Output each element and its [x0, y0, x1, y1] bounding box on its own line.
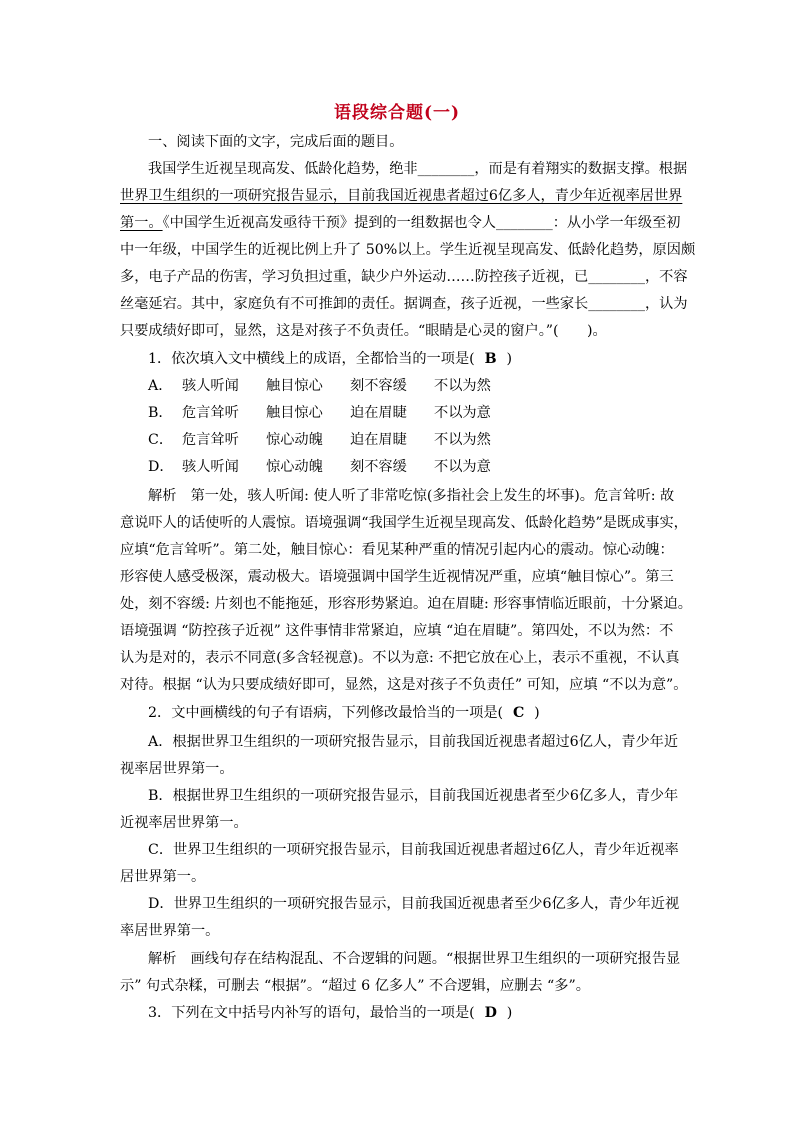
- option-label: A．: [148, 378, 173, 394]
- option-a: [148, 376, 491, 396]
- passage-line: 中一年级，中国学生的近视比例上升了 50%以上。学生近视呈现高发、低龄化趋势，原因颇: [120, 242, 696, 258]
- passage-line: 我国学生近视呈现高发、低龄化趋势，绝非________，而是有着翔实的数据支撑。根据: [148, 161, 688, 177]
- stem-close: ): [506, 351, 513, 367]
- question-1-stem: [148, 349, 512, 369]
- question-2-stem: [148, 703, 540, 723]
- option-idiom: 迫在眉睫: [350, 432, 407, 448]
- passage-line: 多，电子产品的伤害，学习负担过重，缺少户外运动……防控孩子近视，已________，不容: [120, 269, 688, 285]
- option-b: [148, 403, 491, 423]
- passage-line: [120, 213, 680, 233]
- stem-close: ): [534, 705, 540, 721]
- analysis-line: 认为是对的，表示不同意(多含轻视意)。不以为意: 不把它放在心上，表示不重视，不认真: [120, 650, 680, 666]
- option-idiom: 骇人听闻: [182, 459, 239, 475]
- answer-value: C: [512, 705, 525, 721]
- option-b-cont: 近视率居世界第一。: [120, 815, 248, 831]
- stem-close: ): [506, 1005, 513, 1021]
- analysis-line: 应填“危言耸听”。第二处，触目惊心：看见某种严重的情况引起内心的震动。惊心动魄：: [120, 542, 674, 558]
- option-c: C．世界卫生组织的一项研究报告显示，目前我国近视患者超过6亿人，青少年近视率: [148, 842, 679, 858]
- option-idiom: 刻不容缓: [350, 378, 407, 394]
- analysis-line: 形容使人感受极深，震动极大。语境强调中国学生近视情况严重，应填“触目惊心”。第三: [120, 569, 674, 585]
- answer-letter: [503, 705, 534, 721]
- passage-underlined-segment: 第一。: [120, 215, 163, 231]
- question-stem-text: 1．依次填入文中横线上的成语，全都恰当的一项是(: [148, 351, 475, 367]
- option-idiom: 危言耸听: [182, 405, 239, 421]
- analysis-line: 解析 画线句存在结构混乱、不合逻辑的问题。“根据世界卫生组织的一项研究报告显: [148, 951, 681, 967]
- option-b: B．根据世界卫生组织的一项研究报告显示，目前我国近视患者至少6亿多人，青少年: [148, 788, 679, 804]
- option-label: D．: [148, 459, 174, 475]
- option-idiom: 迫在眉睫: [350, 405, 407, 421]
- question-stem-text: 3．下列在文中括号内补写的语句，最恰当的一项是(: [148, 1005, 475, 1021]
- analysis-line: 示” 句式杂糅，可删去 “根据”。“超过 6 亿多人” 不合逻辑，应删去 “多”。: [120, 978, 590, 994]
- option-label: B．: [148, 405, 173, 421]
- option-idiom: 不以为然: [434, 432, 491, 448]
- option-a: A．根据世界卫生组织的一项研究报告显示，目前我国近视患者超过6亿人，青少年近: [148, 734, 679, 750]
- passage-line-underlined: 世界卫生组织的一项研究报告显示，目前我国近视患者超过6亿多人，青少年近视率居世界: [120, 188, 683, 204]
- option-c: [148, 430, 491, 450]
- analysis-line: 语境强调 “防控孩子近视” 这件事情非常紧迫，应填 “迫在眉睫”。第四处，不以为然：不: [120, 623, 674, 639]
- option-d: [148, 457, 491, 477]
- analysis-line: 对待。根据 “认为只要成绩好即可，显然，这是对孩子不负责任” 可知，应填 “不以为意”。: [120, 677, 688, 693]
- answer-value: B: [484, 351, 497, 367]
- option-c-cont: 居世界第一。: [120, 869, 206, 885]
- option-a-cont: 视率居世界第一。: [120, 761, 234, 777]
- option-idiom: 不以为意: [434, 459, 491, 475]
- option-idiom: 不以为然: [434, 378, 491, 394]
- option-label: C．: [148, 432, 174, 448]
- option-d: D．世界卫生组织的一项研究报告显示，目前我国近视患者至少6亿多人，青少年近视: [148, 896, 680, 912]
- page-title: 语段综合题(一): [333, 103, 461, 123]
- passage-line: 只要成绩好即可，显然，这是对孩子不负责任。“眼睛是心灵的窗户。”( )。: [120, 323, 607, 339]
- option-idiom: 刻不容缓: [350, 459, 407, 475]
- section-heading: 一、阅读下面的文字，完成后面的题目。: [148, 134, 404, 150]
- option-idiom: 惊心动魄: [266, 432, 323, 448]
- answer-value: D: [484, 1005, 497, 1021]
- question-3-stem: [148, 1003, 512, 1023]
- analysis-line: 处，刻不容缓: 片刻也不能拖延，形容形势紧迫。迫在眉睫: 形容事情临近眼前，十分紧迫。: [120, 596, 692, 612]
- analysis-line: 意说吓人的话使听的人震惊。语境强调“我国学生近视呈现高发、低龄化趋势”是既成事实，: [120, 515, 688, 531]
- option-idiom: 危言耸听: [182, 432, 239, 448]
- answer-letter: [475, 351, 507, 367]
- analysis-line: 解析 第一处，骇人听闻: 使人听了非常吃惊(多指社会上发生的坏事)。危言耸听: 故: [148, 488, 675, 504]
- option-idiom: 触目惊心: [266, 405, 323, 421]
- question-stem-text: 2．文中画横线的句子有语病，下列修改最恰当的一项是(: [148, 705, 504, 721]
- passage-segment: 《中国学生近视高发亟待干预》提到的一组数据也令人________：从小学一年级至初: [162, 215, 681, 231]
- option-d-cont: 率居世界第一。: [120, 923, 220, 939]
- answer-letter: [475, 1005, 507, 1021]
- option-idiom: 骇人听闻: [182, 378, 239, 394]
- option-idiom: 惊心动魄: [266, 459, 323, 475]
- passage-line: 丝毫延宕。其中，家庭负有不可推卸的责任。据调查，孩子近视，一些家长________，认为: [120, 296, 688, 312]
- option-idiom: 触目惊心: [266, 378, 323, 394]
- option-idiom: 不以为意: [434, 405, 491, 421]
